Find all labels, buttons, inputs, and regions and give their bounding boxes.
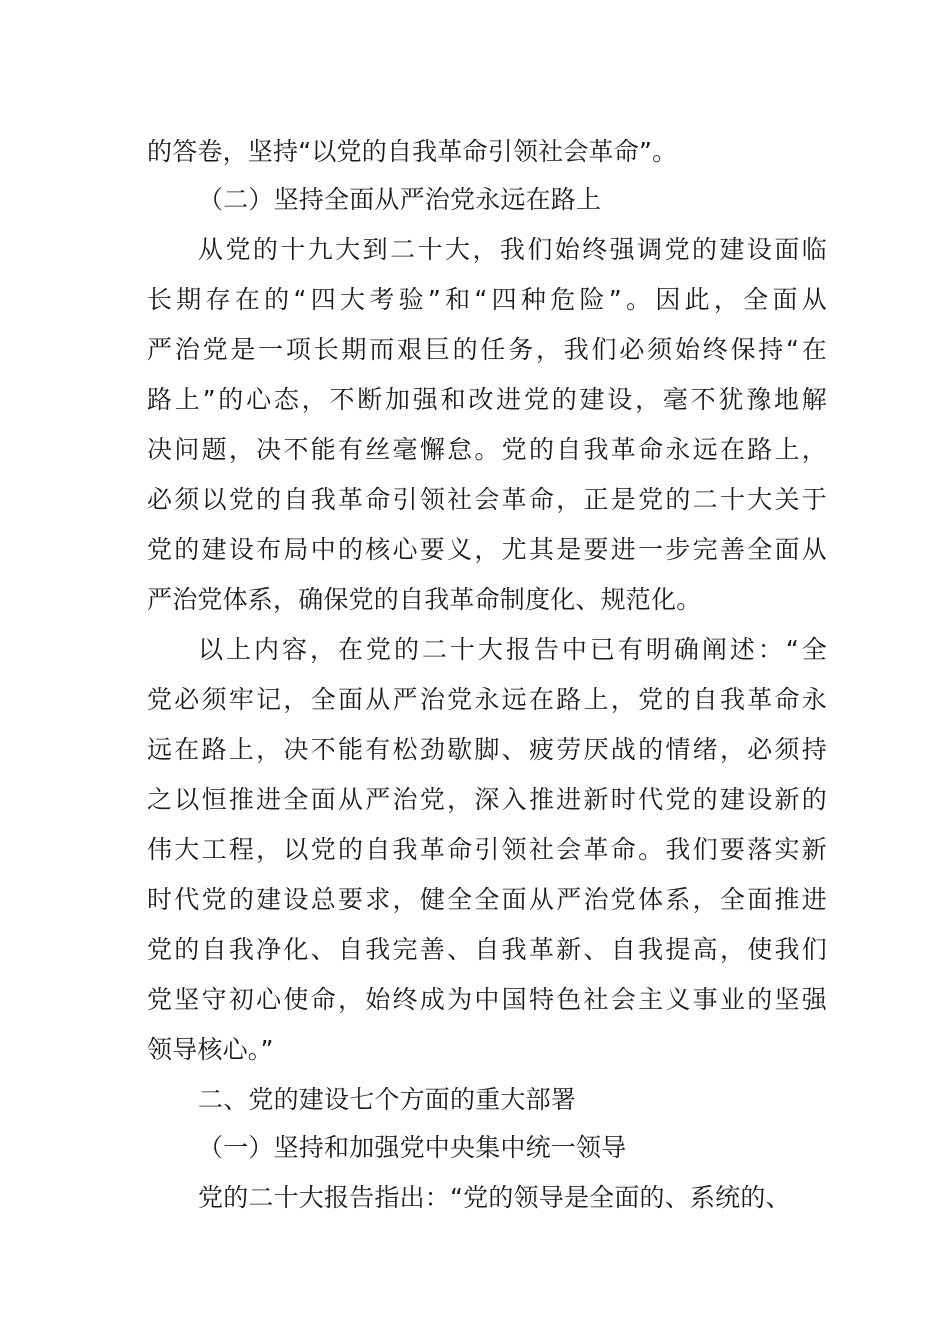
text-line: 严治党是一项长期而艰巨的任务，我们必须始终保持“在 <box>147 335 827 364</box>
text-line: 伟大工程，以党的自我革命引领社会革命。我们要落实新 <box>147 835 827 864</box>
text-line: 从党的十九大到二十大，我们始终强调党的建设面临 <box>198 235 827 264</box>
section-heading: 二、党的建设七个方面的重大部署 <box>198 1085 577 1114</box>
text-line: 党的建设布局中的核心要义，尤其是要进一步完善全面从 <box>147 535 827 564</box>
text-line: 决问题，决不能有丝毫懈怠。党的自我革命永远在路上， <box>147 435 827 464</box>
text-line: 之以恒推进全面从严治党，深入推进新时代党的建设新的 <box>147 785 827 814</box>
text-line: 领导核心。” <box>147 1035 274 1064</box>
text-line: 党坚守初心使命，始终成为中国特色社会主义事业的坚强 <box>147 985 827 1014</box>
text-line: 长期存在的“四大考验”和“四种危险”。因此，全面从 <box>147 285 827 314</box>
text-line: 严治党体系，确保党的自我革命制度化、规范化。 <box>147 585 702 614</box>
text-line: 以上内容，在党的二十大报告中已有明确阐述：“全 <box>198 635 827 664</box>
text-line: 路上”的心态，不断加强和改进党的建设，毫不犹豫地解 <box>147 385 827 414</box>
text-line: 必须以党的自我革命引领社会革命，正是党的二十大关于 <box>147 485 827 514</box>
text-line: 远在路上，决不能有松劲歇脚、疲劳厌战的情绪，必须持 <box>147 735 827 764</box>
text-line: 党的二十大报告指出：“党的领导是全面的、系统的、 <box>198 1183 791 1212</box>
text-line: 时代党的建设总要求，健全全面从严治党体系，全面推进 <box>147 885 827 914</box>
text-line: 的答卷，坚持“以党的自我革命引领社会革命”。 <box>147 137 678 166</box>
subsection-heading: （一）坚持和加强党中央集中统一领导 <box>198 1133 627 1162</box>
text-line: 党必须牢记，全面从严治党永远在路上，党的自我革命永 <box>147 685 827 714</box>
section-heading: （二）坚持全面从严治党永远在路上 <box>198 185 602 214</box>
text-line: 党的自我净化、自我完善、自我革新、自我提高，使我们 <box>147 935 827 964</box>
